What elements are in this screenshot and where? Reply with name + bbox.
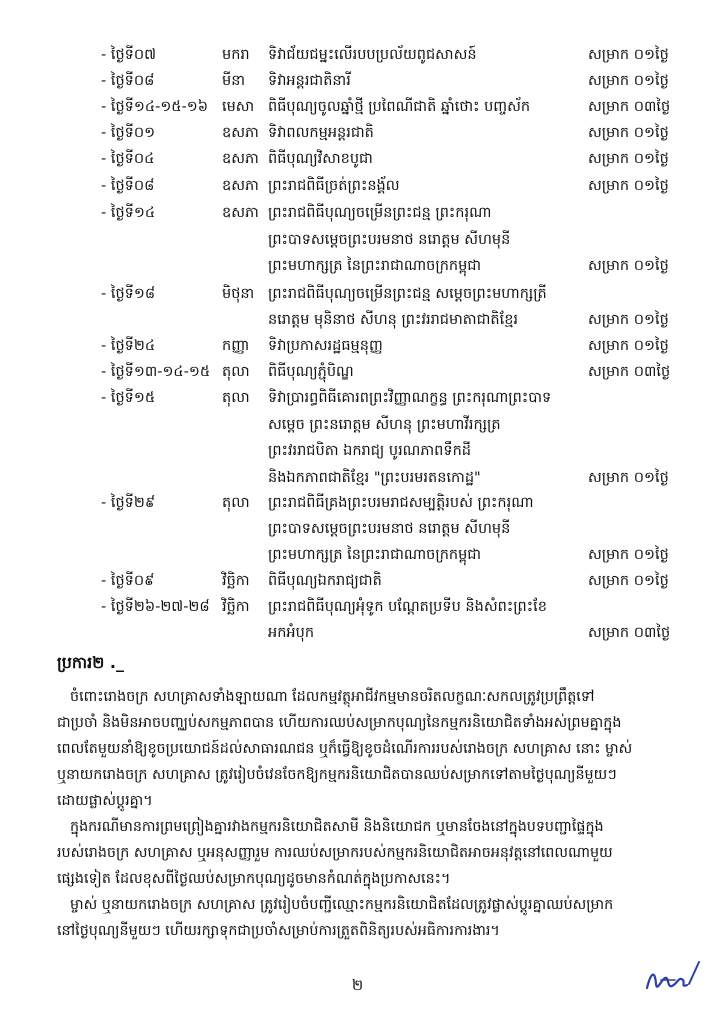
holiday-date: - ថ្ងៃទី១៤-១៥-១៦ <box>101 99 209 115</box>
holiday-month: មេសា <box>222 99 255 115</box>
holiday-month: វិច្ឆិកា <box>222 573 250 589</box>
holiday-leave-days: សម្រាក ០៣ថ្ងៃ <box>588 625 671 641</box>
paragraph-line: ក្នុងករណីមានការព្រមព្រៀងគ្នារវាងកម្មករនិយោជិតសាមី និងនិយោជក ឬមានចែងនៅក្នុងបទបញ្ជាផ្ទៃក្នុង <box>70 819 604 835</box>
holiday-description-line: ព្រះរាជពិធីបុណ្យអុំទូក បណ្តែតប្រទីប និងសំពះព្រះខែ <box>268 599 547 615</box>
holiday-description-line: ទិវាអន្តរជាតិនារី <box>268 73 351 89</box>
holiday-date: - ថ្ងៃទី០៩ <box>101 573 155 589</box>
section-heading: ប្រការ២ ._ <box>57 653 124 672</box>
holiday-month: តុលា <box>222 364 250 380</box>
holiday-description-line: ទិវាពលកម្មអន្តរជាតិ <box>268 125 374 141</box>
paragraph-line: របស់រោងចក្រ សហគ្រាស ឬអនុសញ្ញារួម ការឈប់សម្រាករបស់កម្មករនិយោជិតអាចអនុវត្តនៅពេលណាមួយ <box>57 845 613 861</box>
holiday-leave-days: សម្រាក ០១ថ្ងៃ <box>588 312 669 328</box>
holiday-description-line: ព្រះបាទសម្តេចព្រះបរមនាថ នរោត្តម សីហមុនី <box>268 231 511 248</box>
holiday-date: - ថ្ងៃទី២៦-២៧-២៨ <box>101 599 210 615</box>
holiday-description-line: ព្រះរាជពិធីបុណ្យចម្រើនព្រះជន្ម សម្តេចព្រះមហាក្សត្រី <box>268 286 547 302</box>
holiday-month: វិច្ឆិកា <box>222 599 250 615</box>
holiday-leave-days: សម្រាក ០៣ថ្ងៃ <box>588 99 671 115</box>
holiday-month: តុលា <box>222 495 250 511</box>
holiday-month: មករា <box>222 47 250 63</box>
holiday-date: - ថ្ងៃទី០៤ <box>101 151 155 167</box>
holiday-description-line: ព្រះរាជពិធីច្រត់ព្រះនង្គ័ល <box>268 178 400 194</box>
holiday-description-line: សម្តេច ព្រះនរោត្តម សីហនុ ព្រះមហាវីរក្សត្រ <box>268 416 501 433</box>
section-paragraph <box>57 684 661 814</box>
paragraph-line: នៅថ្ងៃបុណ្យនីមួយៗ ហើយរក្សាទុកជាប្រចាំសម្រាប់ការត្រួតពិនិត្យរបស់អធិការការងារ។ <box>57 923 500 939</box>
holiday-description-line: ព្រះមហាក្សត្រ នៃព្រះរាជាណាចក្រកម្ពុជា <box>268 258 482 274</box>
holiday-date: - ថ្ងៃទី០៨ <box>101 178 155 194</box>
holiday-month: មិថុនា <box>222 286 255 302</box>
holiday-description-line: និងឯកភាពជាតិខ្មែរ "ព្រះបរមរតនកោដ្ឋ" <box>268 469 481 486</box>
holiday-leave-days: សម្រាក ០១ថ្ងៃ <box>588 151 669 167</box>
holiday-description-line: ពិធីបុណ្យវិសាខបូជា <box>268 151 373 167</box>
holiday-date: - ថ្ងៃទី០៧ <box>101 47 157 63</box>
holiday-description-line: ពិធីបុណ្យចូលឆ្នាំថ្មី ប្រពៃណីជាតិ ឆ្នាំថោះ បញ្ចស័ក <box>268 99 531 115</box>
holiday-date: - ថ្ងៃទី១៨ <box>101 286 156 302</box>
paragraph-line: ម្ចាស់ ឬនាយករោងចក្រ សហគ្រាស ត្រូវរៀបចំបញ្ជីឈ្មោះកម្មករនិយោជិតដែលត្រូវផ្លាស់ប្តូរគ្នាឈប់សម្រាក <box>70 897 614 913</box>
paragraph-line: ជាប្រចាំ និងមិនអាចបញ្ឈប់សកម្មភាពបាន ហើយការឈប់សម្រាកបុណ្យនៃកម្មករនិយោជិតទាំងអស់ព្រមគ្នាក្នុង <box>57 715 622 731</box>
holiday-leave-days: សម្រាក ០១ថ្ងៃ <box>588 547 669 563</box>
holiday-month: តុលា <box>222 390 250 406</box>
page-number: ២ <box>351 976 364 994</box>
holiday-description-line: ពិធីបុណ្យភ្ជុំបិណ្ឌ <box>268 364 354 380</box>
holiday-date: - ថ្ងៃទី១៤ <box>101 205 156 221</box>
holiday-month: ឧសភា <box>222 178 259 194</box>
paragraph-line: ផ្សេងទៀត ដែលខុសពីថ្ងៃឈប់សម្រាកបុណ្យដូចមានកំណត់ក្នុងប្រកាសនេះ។ <box>57 871 451 887</box>
holiday-description-line: ព្រះវររាជបិតា ឯករាជ្យ បូរណភាពទឹកដី <box>268 443 471 459</box>
holiday-date: - ថ្ងៃទី០៨ <box>101 73 155 89</box>
paragraph-line: ដោយផ្លាស់ប្តូរគ្នា។ <box>57 793 153 809</box>
paragraph-line: ពេលតែមួយនាំឱ្យខូចប្រយោជន៍ដល់សាធារណជន ឬក៏ធ្វើឱ្យខូចដំណើរការរបស់រោងចក្រ សហគ្រាស នោះ ម្ចាស់ <box>57 741 633 757</box>
holiday-description-line: ទិវាជ័យជម្នះលើរបបប្រល័យពូជសាសន៍ <box>268 47 477 63</box>
holiday-leave-days: សម្រាក ០១ថ្ងៃ <box>588 258 669 274</box>
holiday-leave-days: សម្រាក ០១ថ្ងៃ <box>588 178 669 194</box>
holiday-description-line: ព្រះរាជពិធីបុណ្យចម្រើនព្រះជន្ម ព្រះករុណា <box>268 205 492 221</box>
holiday-description-line: ពិធីបុណ្យឯករាជ្យជាតិ <box>268 573 382 589</box>
holiday-month: ឧសភា <box>222 125 259 141</box>
paragraph-line: ឬនាយករោងចក្រ សហគ្រាស ត្រូវរៀបចំវេនចែកឱ្យកម្មករនិយោជិតបានឈប់សម្រាកទៅតាមថ្ងៃបុណ្យនីមួយៗ <box>57 767 617 783</box>
section-paragraph <box>57 892 661 944</box>
holiday-date: - ថ្ងៃទី២៤ <box>101 338 156 354</box>
holiday-description-line: ព្រះបាទសម្តេចព្រះបរមនាថ នរោត្តម សីហមុនី <box>268 521 511 537</box>
holiday-leave-days: សម្រាក ០១ថ្ងៃ <box>588 469 669 486</box>
holiday-leave-days: សម្រាក ០១ថ្ងៃ <box>588 47 669 63</box>
holiday-date: - ថ្ងៃទី០១ <box>101 125 156 141</box>
holiday-month: ឧសភា <box>222 151 259 167</box>
holiday-leave-days: សម្រាក ០១ថ្ងៃ <box>588 73 669 89</box>
holiday-leave-days: សម្រាក ០១ថ្ងៃ <box>588 573 669 589</box>
paragraph-line: ចំពោះរោងចក្រ សហគ្រាសទាំងឡាយណា ដែលកម្មវត្ថុអាជីវកម្មមានចរិតលក្ខណៈសកលត្រូវប្រព្រឹត្តទៅ <box>70 689 595 705</box>
holiday-description-line: ព្រះរាជពិធីគ្រងព្រះបរមរាជសម្បត្តិរបស់ ព្រះករុណា <box>268 495 534 511</box>
holiday-description-line: ទិវាប្រកាសរដ្ឋធម្មនុញ្ញ <box>268 338 383 354</box>
holiday-leave-days: សម្រាក ០៣ថ្ងៃ <box>588 364 671 380</box>
holiday-month: ឧសភា <box>222 205 259 221</box>
holiday-date: - ថ្ងៃទី១៥ <box>101 390 156 406</box>
holiday-description-line: អកអំបុក <box>268 625 315 641</box>
holiday-description-line: ព្រះមហាក្សត្រ នៃព្រះរាជាណាចក្រកម្ពុជា <box>268 547 482 563</box>
holiday-leave-days: សម្រាក ០១ថ្ងៃ <box>588 338 669 354</box>
section-paragraph <box>57 814 661 892</box>
holiday-leave-days: សម្រាក ០១ថ្ងៃ <box>588 125 669 141</box>
holiday-description-line: ទិវាប្រារព្ធពិធីគោរពព្រះវិញ្ញាណក្ខន្ធ ព្រះករុណាព្រះបាទ <box>268 390 552 406</box>
holiday-description-line: នរោត្តម មុនិនាថ សីហនុ ព្រះវររាជមាតាជាតិខ្មែរ <box>268 312 519 328</box>
holiday-date: - ថ្ងៃទី២៩ <box>101 495 156 511</box>
signature-mark <box>641 958 703 998</box>
holiday-month: កញ្ញា <box>222 338 250 354</box>
holiday-date: - ថ្ងៃទី១៣-១៤-១៥ <box>101 364 211 380</box>
holiday-month: មីនា <box>222 73 246 89</box>
